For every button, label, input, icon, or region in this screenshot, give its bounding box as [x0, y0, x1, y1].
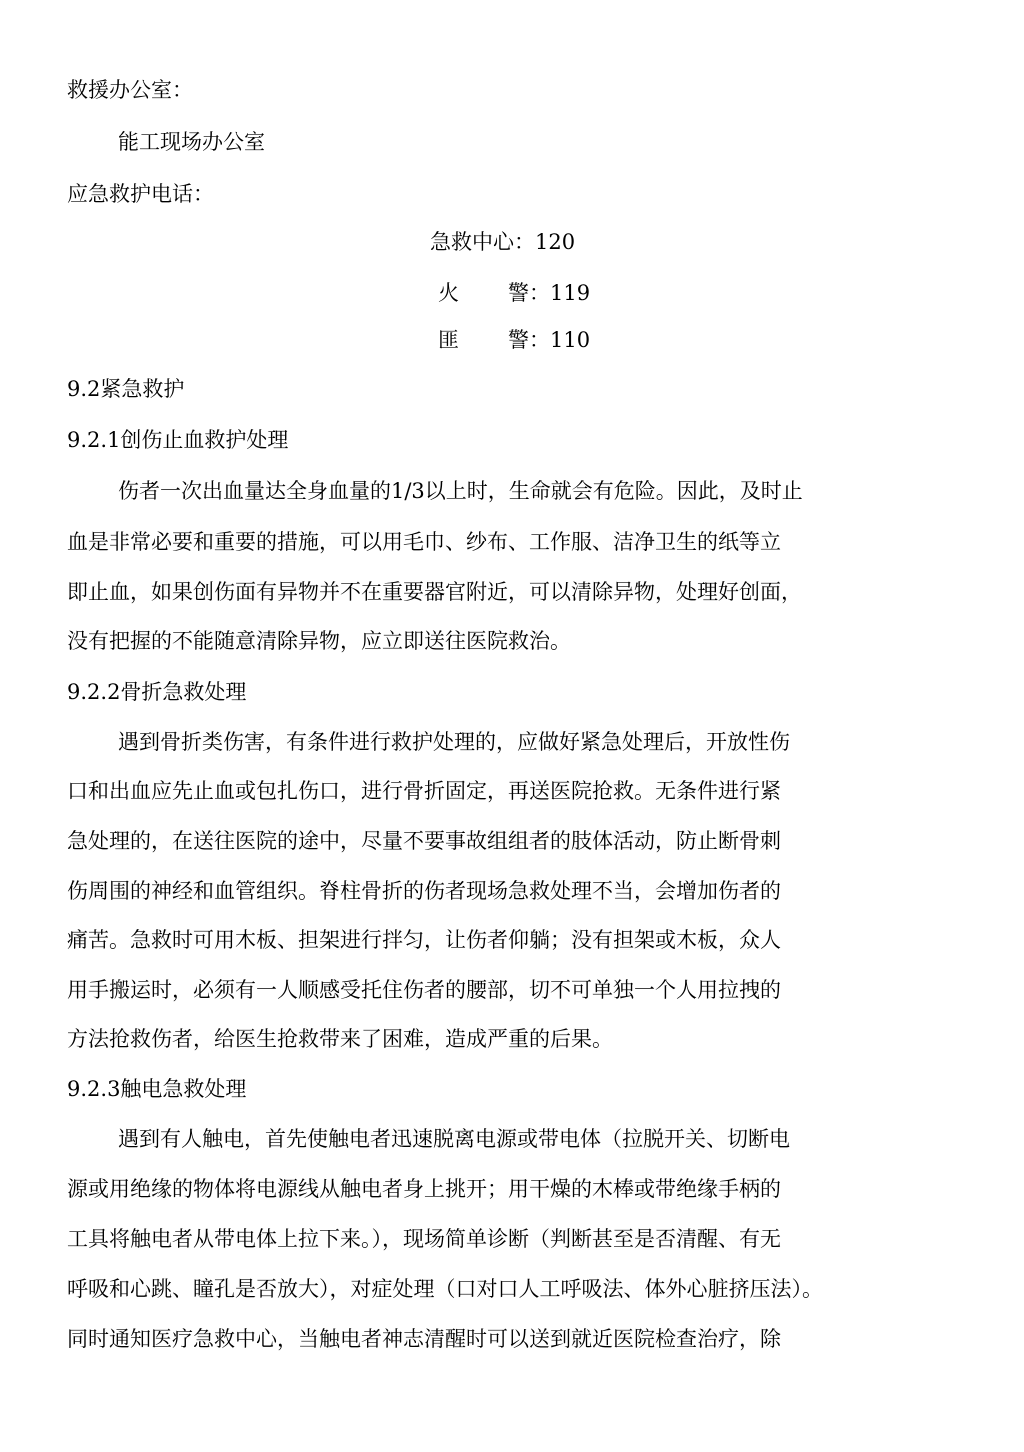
- paragraph-line: 源或用绝缘的物体将电源线从触电者身上挑开；用干燥的木棒或带绝缘手柄的: [67, 1177, 781, 1201]
- phone-police-label: 匪: [438, 328, 459, 352]
- section-9-2-1-heading: 9.2.1创伤止血救护处理: [67, 428, 289, 452]
- paragraph-line: 急处理的，在送往医院的途中，尽量不要事故组组者的肢体活动，防止断骨刺: [67, 829, 781, 853]
- phone-emergency-center: 急救中心：120: [430, 230, 576, 254]
- section-9-2-3-heading: 9.2.3触电急救处理: [67, 1077, 247, 1101]
- section-9-2-heading: 9.2紧急救护: [67, 377, 185, 401]
- paragraph-line: 同时通知医疗急救中心，当触电者神志清醒时可以送到就近医院检查治疗，除: [67, 1327, 781, 1351]
- phone-fire-number: 警：119: [508, 281, 591, 305]
- paragraph-line: 伤周围的神经和血管组织。脊柱骨折的伤者现场急救处理不当，会增加伤者的: [67, 879, 781, 903]
- emergency-phone-label: 应急救护电话：: [67, 182, 214, 206]
- phone-police-number: 警：110: [508, 328, 591, 352]
- paragraph-line: 口和出血应先止血或包扎伤口，进行骨折固定，再送医院抢救。无条件进行紧: [67, 779, 781, 803]
- phone-police: [438, 325, 590, 355]
- paragraph-line: 方法抢救伤者，给医生抢救带来了困难，造成严重的后果。: [67, 1027, 613, 1051]
- phone-fire-label: 火: [438, 281, 459, 305]
- paragraph-line: 工具将触电者从带电体上拉下来。），现场简单诊断（判断甚至是否清醒、有无: [67, 1227, 781, 1251]
- paragraph-line: 痛苦。急救时可用木板、担架进行拌匀，让伤者仰躺；没有担架或木板，众人: [67, 928, 781, 952]
- paragraph-line: 伤者一次出血量达全身血量的1/3以上时，生命就会有危险。因此，及时止: [118, 479, 803, 503]
- phone-fire: [438, 278, 590, 308]
- paragraph-line: 遇到骨折类伤害，有条件进行救护处理的，应做好紧急处理后，开放性伤: [118, 730, 790, 754]
- paragraph-line: 呼吸和心跳、瞳孔是否放大），对症处理（口对口人工呼吸法、体外心脏挤压法）。: [67, 1277, 823, 1301]
- rescue-office-value: 能工现场办公室: [118, 130, 265, 154]
- paragraph-line: 没有把握的不能随意清除异物，应立即送往医院救治。: [67, 629, 571, 653]
- paragraph-line: 遇到有人触电，首先使触电者迅速脱离电源或带电体（拉脱开关、切断电: [118, 1127, 790, 1151]
- paragraph-line: 用手搬运时，必须有一人顺感受托住伤者的腰部，切不可单独一个人用拉拽的: [67, 978, 781, 1002]
- paragraph-line: 血是非常必要和重要的措施，可以用毛巾、纱布、工作服、洁净卫生的纸等立: [67, 530, 781, 554]
- paragraph-line: 即止血，如果创伤面有异物并不在重要器官附近，可以清除异物，处理好创面，: [67, 580, 802, 604]
- section-9-2-2-heading: 9.2.2骨折急救处理: [67, 680, 247, 704]
- rescue-office-label: 救援办公室：: [67, 78, 193, 102]
